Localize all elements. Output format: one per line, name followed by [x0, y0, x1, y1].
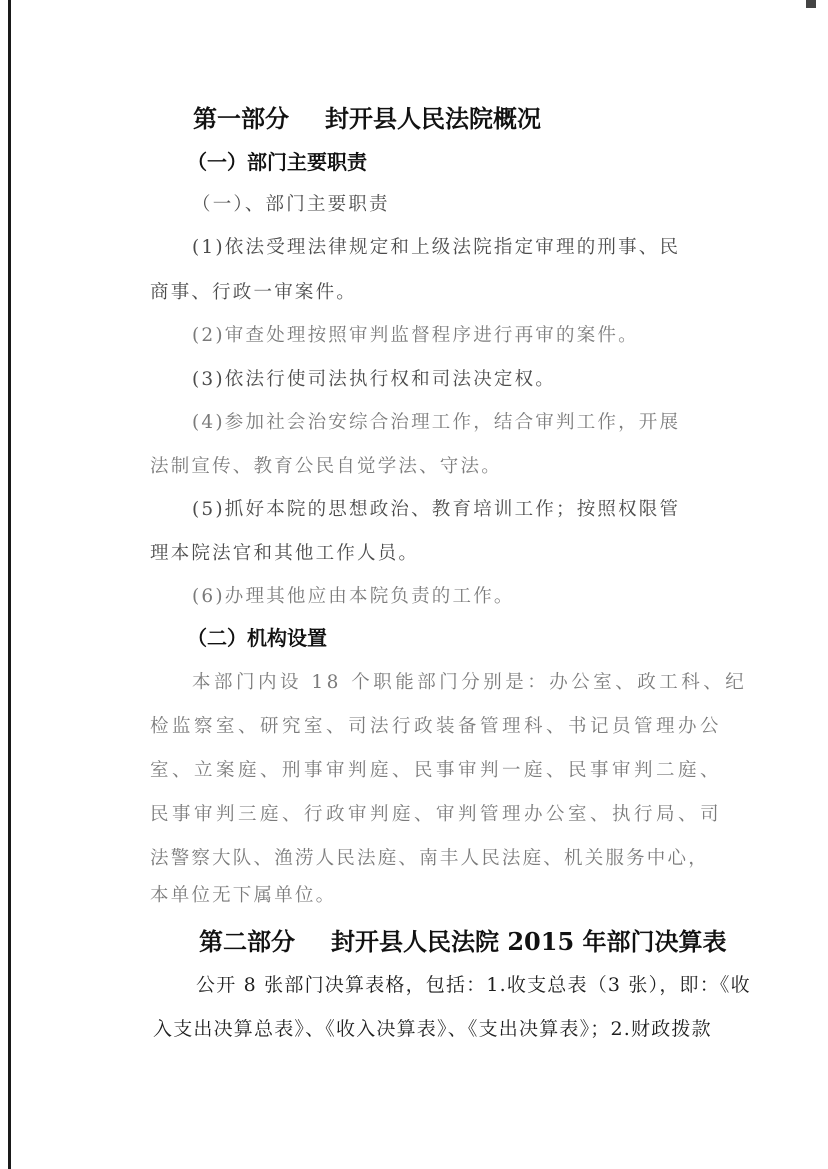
org-line-4: 民事审判三庭、行政审判庭、审判管理办公室、执行局、司	[150, 804, 723, 825]
duty-4-line2: 法制宣传、教育公民自觉学法、守法。	[150, 456, 502, 477]
duty-1-line1: (1)依法受理法律规定和上级法院指定审理的刑事、民	[192, 237, 681, 258]
duty-6-line1: (6)办理其他应由本院负责的工作。	[192, 586, 515, 607]
duty-1-line2: 商事、行政一审案件。	[150, 282, 358, 303]
part2-title: 封开县人民法院 2015 年部门决算表	[331, 927, 727, 956]
part1-title: 封开县人民法院概况	[325, 104, 541, 133]
part2-heading	[199, 927, 727, 956]
duty-5-line1: (5)抓好本院的思想政治、教育培训工作；按照权限管	[192, 499, 681, 520]
duty-5-line2: 理本院法官和其他工作人员。	[150, 543, 420, 564]
org-line-3: 室、立案庭、刑事审判庭、民事审判一庭、民事审判二庭、	[150, 760, 723, 781]
section1-subheading: （一）、部门主要职责	[192, 194, 390, 215]
duty-4-line1: (4)参加社会治安综合治理工作，结合审判工作，开展	[192, 412, 681, 433]
org-line-1: 本部门内设 18 个职能部门分别是：办公室、政工科、纪	[192, 672, 748, 693]
org-line-5: 法警察大队、渔涝人民法庭、南丰人民法庭、机关服务中心，	[150, 848, 709, 869]
duty-2-line1: (2)审查处理按照审判监督程序进行再审的案件。	[192, 325, 639, 346]
section1-heading: （一）部门主要职责	[187, 150, 367, 174]
part2-label: 第二部分	[199, 927, 295, 956]
section2-heading: （二）机构设置	[187, 626, 327, 650]
part2-line-1: 公开 8 张部门决算表格，包括：1.收支总表（3 张），即：《收	[196, 974, 751, 996]
org-line-2: 检监察室、研究室、司法行政装备管理科、书记员管理办公	[150, 716, 723, 737]
part2-line-2: 入支出决算总表》、《收入决算表》、《支出决算表》；2.财政拨款	[153, 1018, 712, 1040]
org-line-6: 本单位无下属单位。	[150, 885, 337, 906]
duty-3-line1: (3)依法行使司法执行权和司法决定权。	[192, 369, 557, 390]
part1-heading	[193, 104, 541, 133]
part1-label: 第一部分	[193, 104, 289, 133]
